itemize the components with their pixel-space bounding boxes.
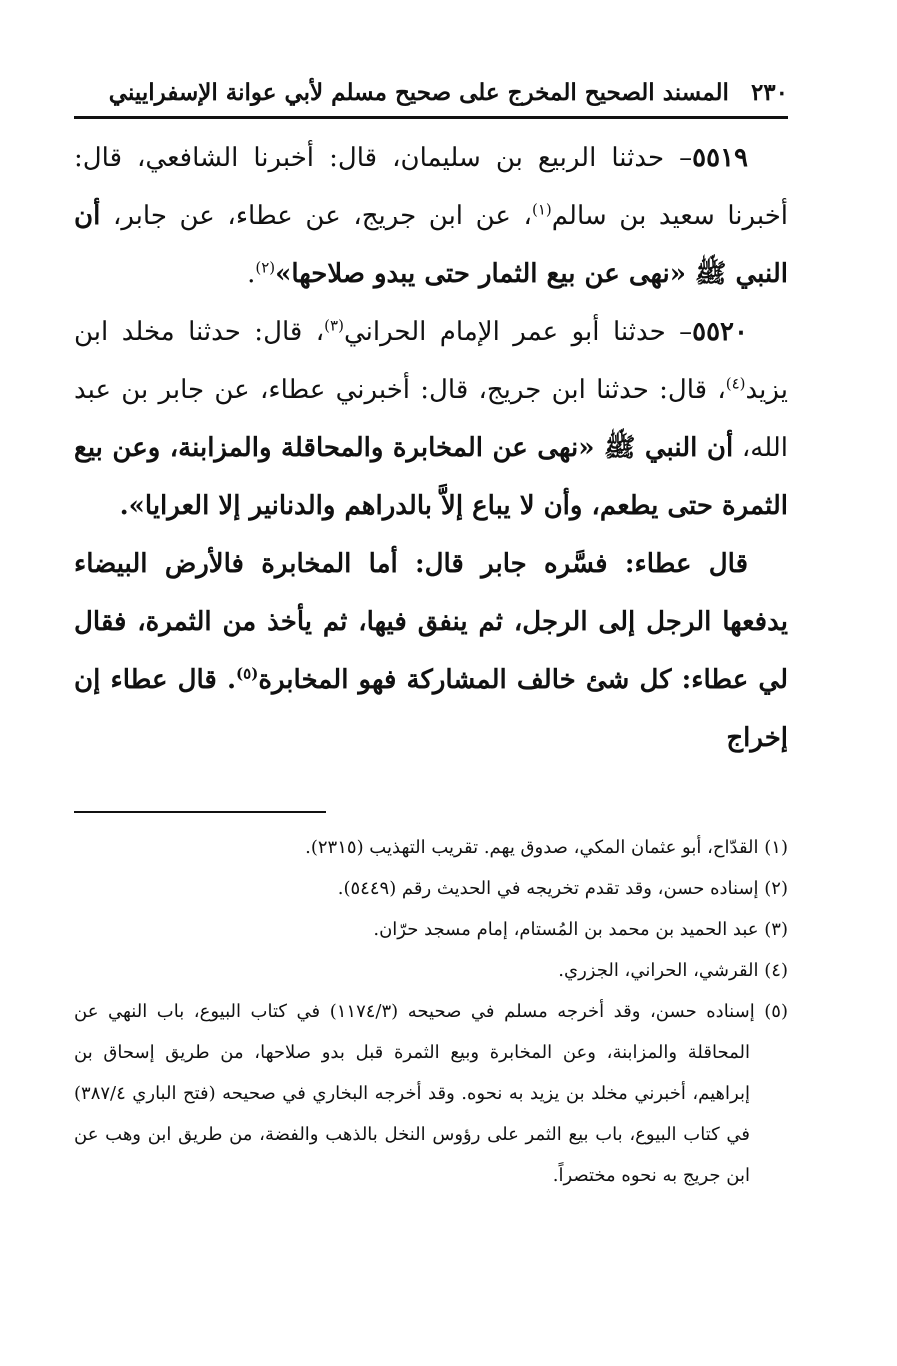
footnote-ref[interactable]: (٥) bbox=[236, 664, 259, 683]
hadith-text: . bbox=[247, 259, 256, 289]
hadith-text: – حدثنا الربيع بن سليمان، قال: أخبرنا الشافعي، قال: أخبرنا سعيد بن سالم bbox=[74, 143, 788, 231]
hadith-text: ، قال: حدثنا ابن جريج، قال: أخبرني عطاء، عن جابر بن عبد الله، bbox=[74, 375, 788, 463]
main-text bbox=[74, 129, 788, 767]
footnote-5: (٥) إسناده حسن، وقد أخرجه مسلم في صحيحه (١١٧٤/٣) في كتاب البيوع، باب النهي عن المحاقلة والمزابنة، وعن المخابرة وبيع الثمرة قبل بدو صلاحها، من طريق إسحاق بن إبراهيم، أخبرني مخلد بن يزيد به نحوه. وقد أخرجه البخاري في صحيحه (فتح الباري ٣٨٧/٤) في كتاب البيوع، باب بيع الثمر على رؤوس النخل بالذهب والفضة، من طريق ابن وهب عن ابن جريج به نحوه مختصراً. bbox=[74, 1001, 788, 1186]
running-title: المسند الصحيح المخرج على صحيح مسلم لأبي عوانة الإسفراييني bbox=[108, 79, 729, 106]
page-number: ٢٣٠ bbox=[750, 79, 788, 106]
footnote-1: (١) القدّاح، أبو عثمان المكي، صدوق يهم. تقريب التهذيب (٢٣١٥). bbox=[305, 837, 788, 858]
hadith-number: ٥٥٢٠ bbox=[692, 317, 748, 347]
footnote-ref[interactable]: (٢) bbox=[255, 258, 276, 277]
footnote-2: (٢) إسناده حسن، وقد تقدم تخريجه في الحديث رقم (٥٤٤٩). bbox=[337, 878, 788, 899]
footnote-separator bbox=[74, 811, 326, 813]
commentary-text: . قال عطاء إن إخراج bbox=[74, 665, 788, 753]
hadith-text: – حدثنا أبو عمر الإمام الحراني bbox=[343, 317, 693, 347]
footnote-3: (٣) عبد الحميد بن محمد بن المُستام، إمام مسجد حرّان. bbox=[373, 919, 788, 940]
hadith-number: ٥٥١٩ bbox=[692, 143, 748, 173]
hadith-5520 bbox=[74, 303, 788, 535]
hadith-matn: أن النبي ﷺ «نهى عن بيع الثمار حتى يبدو صلاحها» bbox=[74, 201, 788, 289]
hadith-matn: أن النبي ﷺ «نهى عن المخابرة والمحاقلة والمزابنة، وعن بيع الثمرة حتى يطعم، وأن لا يباع إلاَّ بالدراهم والدنانير إلا العرايا». bbox=[74, 433, 788, 521]
footnote-ref[interactable]: (١) bbox=[531, 200, 552, 219]
hadith-text: ، قال: حدثنا مخلد ابن يزيد bbox=[74, 317, 788, 405]
page-header bbox=[74, 70, 788, 116]
hadith-5519 bbox=[74, 129, 788, 303]
footnote-4: (٤) القرشي، الحراني، الجزري. bbox=[558, 960, 788, 981]
commentary-text: قال عطاء: فسَّره جابر قال: أما المخابرة فالأرض البيضاء يدفعها الرجل إلى الرجل، ثم ينفق فيها، ثم يأخذ من الثمرة، فقال لي عطاء: كل شئ خالف المشاركة فهو المخابرة bbox=[74, 549, 788, 695]
book-page bbox=[74, 70, 788, 1196]
footnote-ref[interactable]: (٣) bbox=[324, 316, 344, 335]
ata-commentary bbox=[74, 535, 788, 767]
hadith-text: ، عن ابن جريج، عن عطاء، عن جابر، bbox=[100, 201, 532, 231]
header-rule bbox=[74, 116, 788, 119]
footnote-ref[interactable]: (٤) bbox=[725, 374, 746, 393]
footnotes bbox=[74, 827, 788, 1196]
